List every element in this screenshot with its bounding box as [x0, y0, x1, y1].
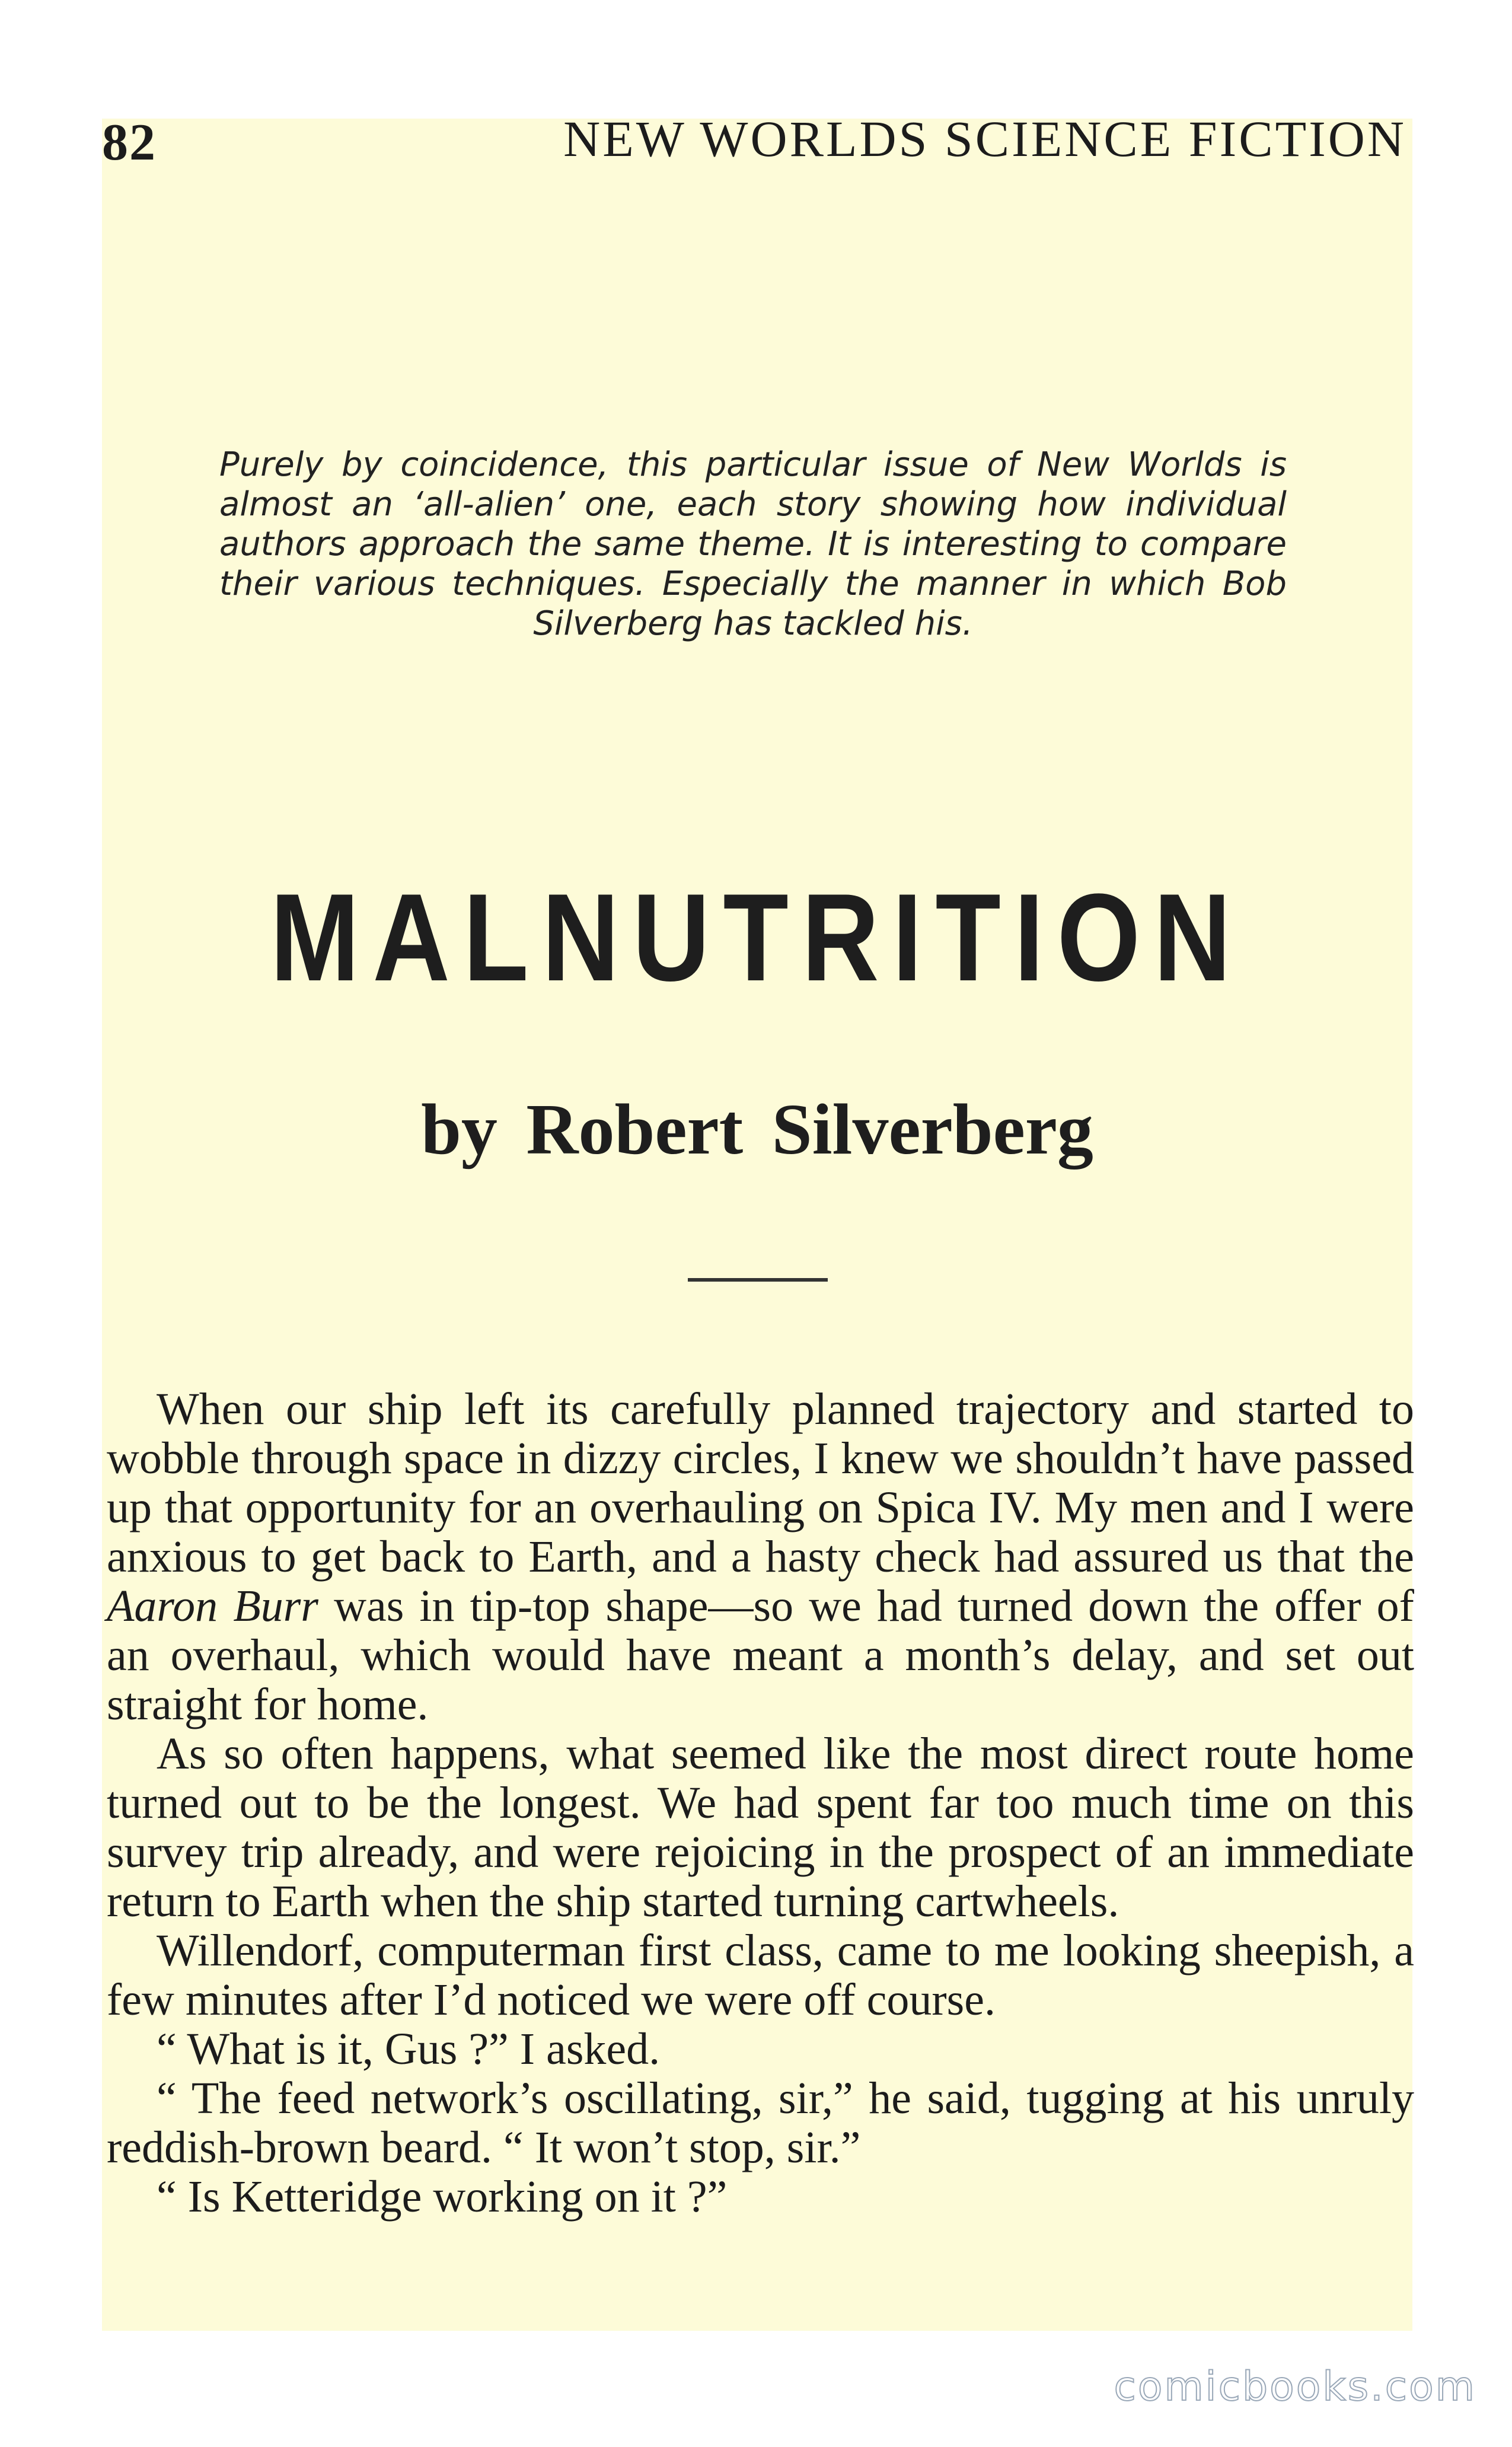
running-head: NEW WORLDS SCIENCE FICTION	[563, 110, 1406, 167]
paragraph: When our ship left its carefully planned trajectory and started to wobble through space in dizzy circles, I knew we shouldn’t have passed up that opportunity for an overhauling on Spica IV. My men and I were anxious to get back to Earth, and a hasty check had assured us that the Aaron Burr was in tip-top shape—so we had turned down the offer of an overhaul, which would have meant a month’s delay, and set out straight for home.	[107, 1384, 1414, 1729]
ship-name: Aaron Burr	[107, 1581, 318, 1631]
editorial-intro: Purely by coincidence, this particular issue of New Worlds is almost an ‘all-alien’ one, each story showing how individual authors approach the same theme. It is interesting to compare their various techniques. Especially the manner in which Bob Silverberg has tackled his.	[219, 445, 1287, 643]
watermark: comicbooks.com	[1114, 2363, 1476, 2410]
paragraph: As so often happens, what seemed like the most direct route home turned out to be the longest. We had spent far too much time on this survey trip already, and were rejoicing in the prospect of an immediate return to Earth when the ship started turning cartwheels.	[107, 1729, 1414, 1926]
page-number: 82	[102, 114, 157, 171]
story-title: MALNUTRITION	[270, 868, 1245, 1007]
paragraph: “ The feed network’s oscillating, sir,” he said, tugging at his unruly reddish-brown beard. “ It won’t stop, sir.”	[107, 2073, 1414, 2172]
paragraph: “ What is it, Gus ?” I asked.	[157, 2024, 661, 2074]
divider-rule	[688, 1278, 828, 1282]
paragraph: Willendorf, computerman first class, came to me looking sheepish, a few minutes after I’d noticed we were off course.	[107, 1926, 1414, 2025]
story-byline: by Robert Silverberg	[421, 1089, 1093, 1170]
story-body	[107, 1385, 1414, 2222]
paragraph: “ Is Ketteridge working on it ?”	[157, 2172, 728, 2222]
page-header	[102, 106, 1412, 171]
